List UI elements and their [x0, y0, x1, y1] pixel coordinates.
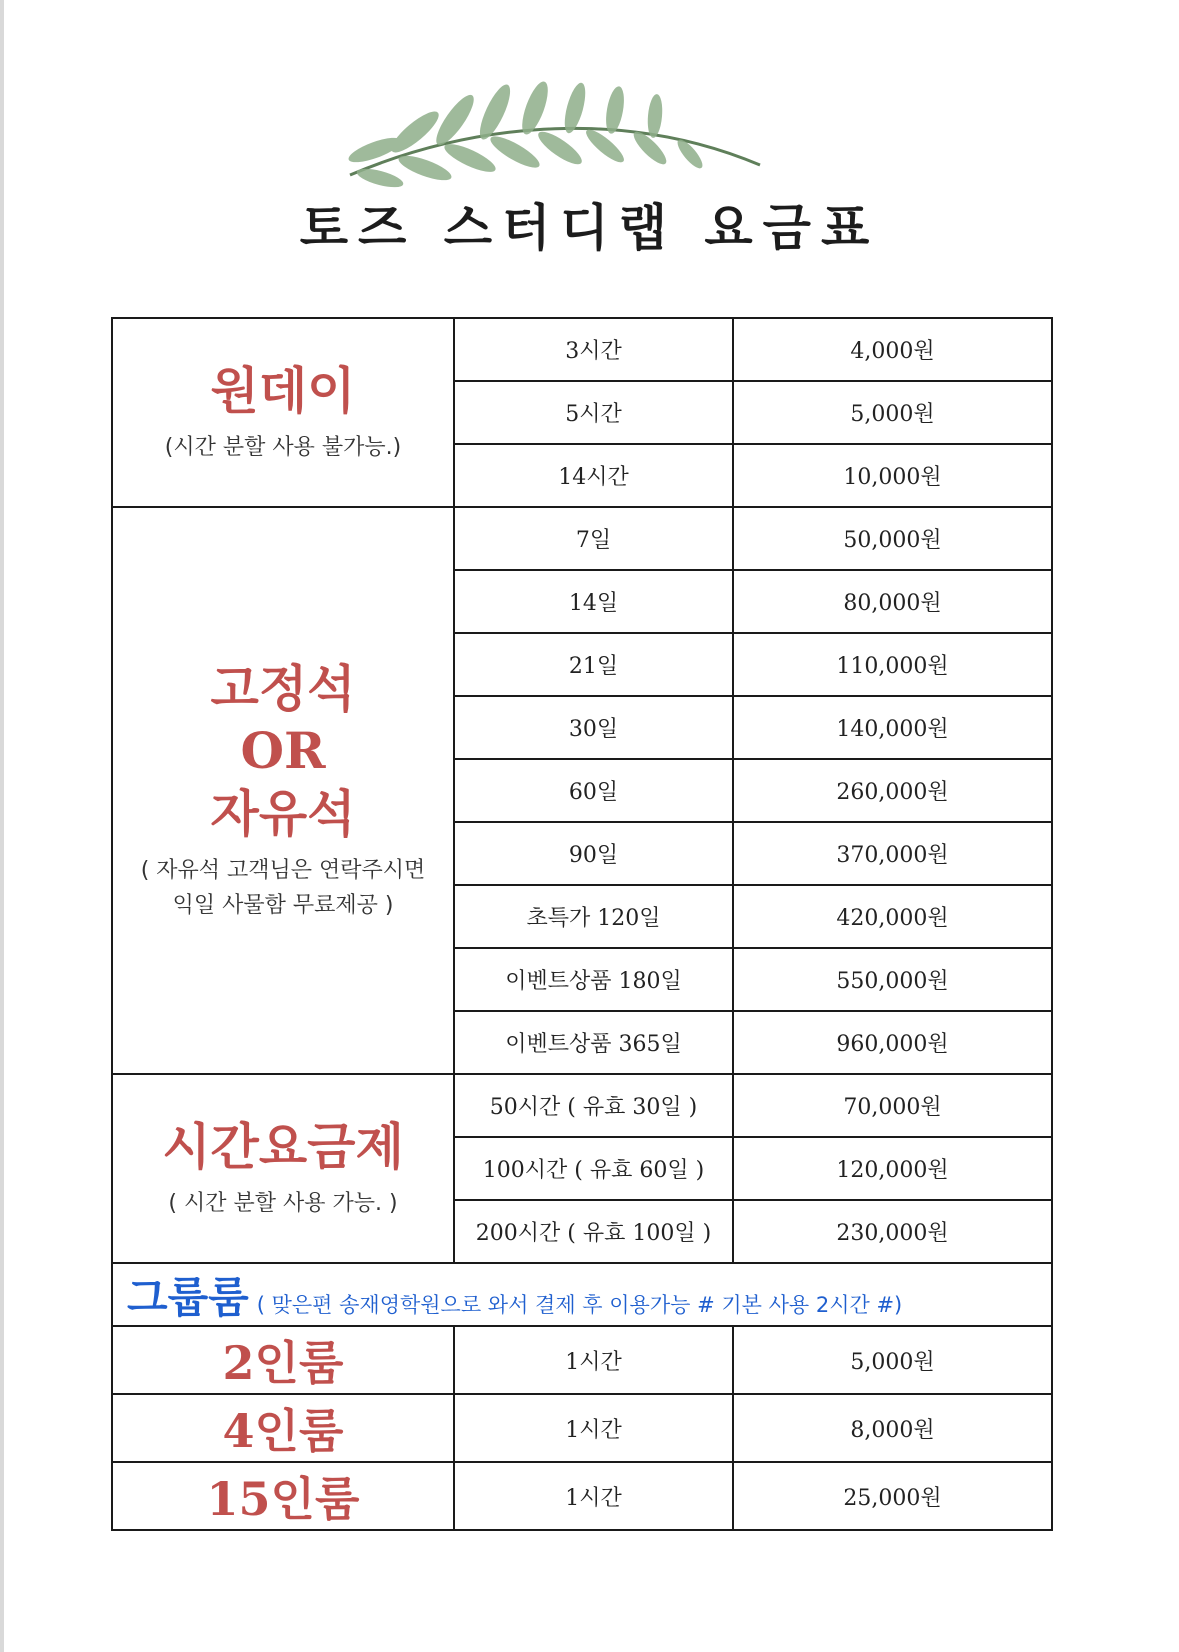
price-cell: 50,000원 [733, 507, 1052, 570]
price-cell: 25,000원 [733, 1462, 1052, 1530]
room-name: 4인룸 [222, 1404, 344, 1458]
category-title: 고정석 [210, 658, 356, 718]
category-title-or: OR [240, 721, 326, 781]
room-name-cell [112, 1462, 454, 1530]
duration-cell: 이벤트상품 365일 [454, 1011, 733, 1074]
category-note [113, 853, 453, 923]
group-room-header-row [112, 1263, 1052, 1326]
price-cell: 960,000원 [733, 1011, 1052, 1074]
group-room-header [112, 1263, 1052, 1326]
category-title: 자유석 [210, 783, 356, 843]
category-cell [112, 507, 454, 1074]
price-cell: 5,000원 [733, 381, 1052, 444]
duration-cell: 이벤트상품 180일 [454, 948, 733, 1011]
duration-cell: 1시간 [454, 1394, 733, 1462]
table-row [112, 1462, 1052, 1530]
table-row [112, 507, 1052, 570]
category-title: 원데이 [210, 360, 356, 420]
duration-cell: 초특가 120일 [454, 885, 733, 948]
category-cell [112, 318, 454, 507]
price-cell: 140,000원 [733, 696, 1052, 759]
category-cell [112, 1074, 454, 1263]
category-title: 시간요금제 [162, 1116, 404, 1176]
price-cell: 5,000원 [733, 1326, 1052, 1394]
price-cell: 230,000원 [733, 1200, 1052, 1263]
table-row [112, 1394, 1052, 1462]
group-room-title: 그룹룸 [127, 1272, 249, 1322]
price-cell: 70,000원 [733, 1074, 1052, 1137]
price-cell: 4,000원 [733, 318, 1052, 381]
room-name: 15인룸 [206, 1472, 360, 1526]
duration-cell: 200시간 ( 유효 100일 ) [454, 1200, 733, 1263]
duration-cell: 100시간 ( 유효 60일 ) [454, 1137, 733, 1200]
duration-cell: 3시간 [454, 318, 733, 381]
duration-cell: 7일 [454, 507, 733, 570]
duration-cell: 21일 [454, 633, 733, 696]
fern-leaf-icon [330, 80, 780, 200]
room-name: 2인룸 [222, 1336, 344, 1390]
duration-cell: 30일 [454, 696, 733, 759]
category-note-line: ( 자유석 고객님은 연락주시면 [140, 858, 426, 884]
price-cell: 260,000원 [733, 759, 1052, 822]
duration-cell: 90일 [454, 822, 733, 885]
price-cell: 80,000원 [733, 570, 1052, 633]
table-row [112, 1326, 1052, 1394]
duration-cell: 50시간 ( 유효 30일 ) [454, 1074, 733, 1137]
group-room-note: ( 맞은편 송재영학원으로 와서 결제 후 이용가능 # 기본 사용 2시간 #) [256, 1292, 903, 1317]
table-row [112, 318, 1052, 381]
price-cell: 420,000원 [733, 885, 1052, 948]
price-cell: 550,000원 [733, 948, 1052, 1011]
price-cell: 120,000원 [733, 1137, 1052, 1200]
duration-cell: 5시간 [454, 381, 733, 444]
rate-table [111, 317, 1053, 1531]
duration-cell: 14일 [454, 570, 733, 633]
duration-cell: 1시간 [454, 1326, 733, 1394]
duration-cell: 60일 [454, 759, 733, 822]
price-cell: 110,000원 [733, 633, 1052, 696]
duration-cell: 14시간 [454, 444, 733, 507]
page-title: 토즈 스터디랩 요금표 [299, 199, 880, 257]
room-name-cell [112, 1326, 454, 1394]
category-note-line: 익일 사물함 무료제공 ) [172, 893, 394, 919]
category-note: ( 시간 분할 사용 가능. ) [168, 1191, 398, 1217]
price-cell: 8,000원 [733, 1394, 1052, 1462]
price-cell: 10,000원 [733, 444, 1052, 507]
table-row [112, 1074, 1052, 1137]
room-name-cell [112, 1394, 454, 1462]
category-note: (시간 분할 사용 불가능.) [164, 435, 402, 461]
duration-cell: 1시간 [454, 1462, 733, 1530]
price-cell: 370,000원 [733, 822, 1052, 885]
